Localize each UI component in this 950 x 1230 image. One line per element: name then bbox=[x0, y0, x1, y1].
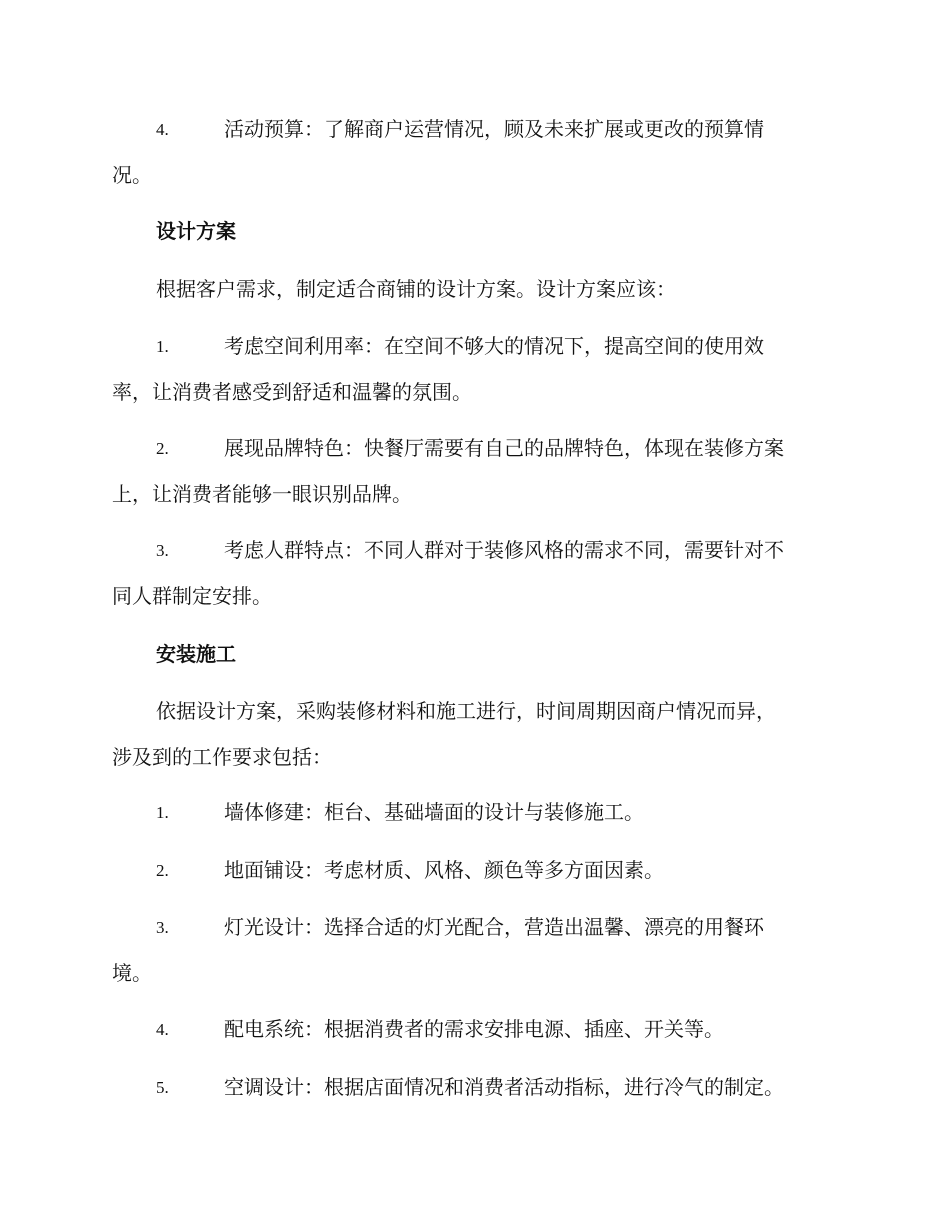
section-intro-install-continuation: 涉及到的工作要求包括： bbox=[112, 745, 332, 769]
list-item-text: 活动预算：了解商户运营情况，顾及未来扩展或更改的预算情 bbox=[224, 117, 764, 141]
list-item-number: 3. bbox=[156, 541, 169, 560]
section-intro-install: 依据设计方案，采购装修材料和施工进行，时间周期因商户情况而异， bbox=[156, 699, 776, 723]
list-item-continuation: 率，让消费者感受到舒适和温馨的氛围。 bbox=[112, 380, 472, 404]
list-item-text: 地面铺设：考虑材质、风格、颜色等多方面因素。 bbox=[224, 858, 664, 882]
list-item-text: 配电系统：根据消费者的需求安排电源、插座、开关等。 bbox=[224, 1017, 724, 1041]
list-item-text: 灯光设计：选择合适的灯光配合，营造出温馨、漂亮的用餐环 bbox=[224, 915, 764, 939]
list-item-number: 4. bbox=[156, 1020, 169, 1039]
list-item-text: 考虑人群特点：不同人群对于装修风格的需求不同，需要针对不 bbox=[224, 538, 784, 562]
list-item-number: 3. bbox=[156, 918, 169, 937]
list-item-text: 考虑空间利用率：在空间不够大的情况下，提高空间的使用效 bbox=[224, 334, 764, 358]
list-item-number: 2. bbox=[156, 861, 169, 880]
list-item-continuation: 上，让消费者能够一眼识别品牌。 bbox=[112, 482, 412, 506]
list-item-continuation: 同人群制定安排。 bbox=[112, 584, 272, 608]
section-intro-design: 根据客户需求，制定适合商铺的设计方案。设计方案应该： bbox=[156, 277, 676, 301]
list-item-text: 空调设计：根据店面情况和消费者活动指标，进行冷气的制定。 bbox=[224, 1075, 784, 1099]
section-heading-install: 安装施工 bbox=[156, 642, 236, 666]
section-heading-design: 设计方案 bbox=[156, 219, 236, 243]
list-item-text: 展现品牌特色：快餐厅需要有自己的品牌特色，体现在装修方案 bbox=[224, 436, 784, 460]
list-item-continuation: 境。 bbox=[112, 961, 152, 985]
list-item-number: 5. bbox=[156, 1078, 169, 1097]
list-item-continuation: 况。 bbox=[112, 163, 152, 187]
list-item-number: 4. bbox=[156, 120, 169, 139]
list-item-text: 墙体修建：柜台、基础墙面的设计与装修施工。 bbox=[224, 800, 644, 824]
list-item-number: 2. bbox=[156, 439, 169, 458]
list-item-number: 1. bbox=[156, 803, 169, 822]
list-item-number: 1. bbox=[156, 337, 169, 356]
